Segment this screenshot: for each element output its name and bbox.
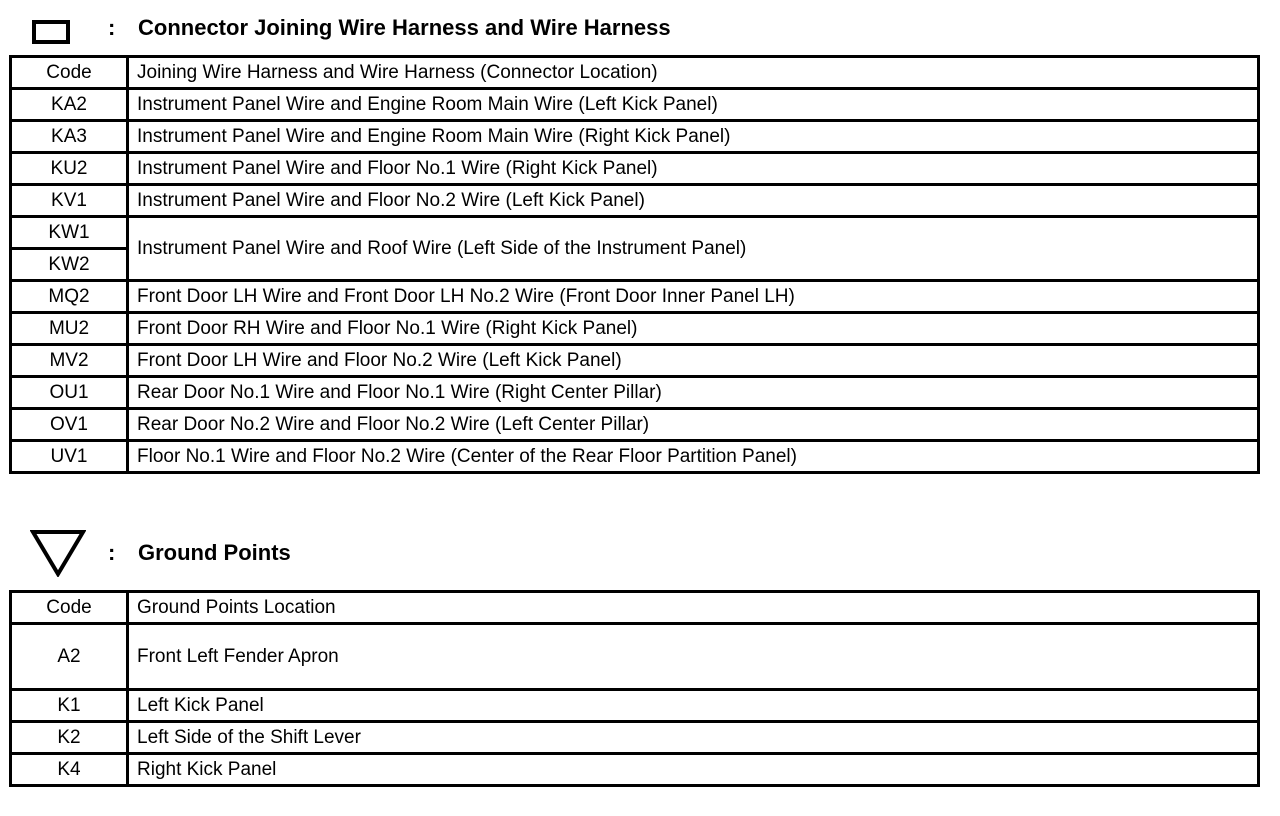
connector-code: UV1 <box>11 441 128 473</box>
ground-code: A2 <box>11 624 128 690</box>
ground-location: Left Kick Panel <box>128 690 1259 722</box>
table-row <box>11 121 1259 153</box>
connector-code: KA3 <box>11 121 128 153</box>
connector-description: Rear Door No.1 Wire and Floor No.1 Wire (Right Center Pillar) <box>128 377 1259 409</box>
table-row <box>11 722 1259 754</box>
connector-description: Instrument Panel Wire and Engine Room Main Wire (Left Kick Panel) <box>128 89 1259 121</box>
location-column-header: Ground Points Location <box>128 592 1259 624</box>
connector-description: Floor No.1 Wire and Floor No.2 Wire (Center of the Rear Floor Partition Panel) <box>128 441 1259 473</box>
table-header-row <box>11 592 1259 624</box>
description-column-header: Joining Wire Harness and Wire Harness (Connector Location) <box>128 57 1259 89</box>
code-column-header: Code <box>11 592 128 624</box>
table-row <box>11 217 1259 249</box>
connector-code: KV1 <box>11 185 128 217</box>
ground-code: K1 <box>11 690 128 722</box>
table-header-row <box>11 57 1259 89</box>
connector-code: OU1 <box>11 377 128 409</box>
connector-code: KA2 <box>11 89 128 121</box>
connector-header-colon: : <box>108 15 116 40</box>
connector-code: KW2 <box>11 249 128 281</box>
connector-description: Rear Door No.2 Wire and Floor No.2 Wire (Left Center Pillar) <box>128 409 1259 441</box>
table-row <box>11 624 1259 690</box>
connector-description: Front Door LH Wire and Front Door LH No.2 Wire (Front Door Inner Panel LH) <box>128 281 1259 313</box>
triangle-down-outline-icon <box>30 529 86 577</box>
connector-description: Instrument Panel Wire and Roof Wire (Left Side of the Instrument Panel) <box>128 217 1259 281</box>
table-row <box>11 409 1259 441</box>
ground-section-header <box>30 533 291 573</box>
ground-points-table <box>9 590 1260 787</box>
table-row <box>11 185 1259 217</box>
table-row <box>11 281 1259 313</box>
table-row <box>11 89 1259 121</box>
connector-code: OV1 <box>11 409 128 441</box>
connector-section-header <box>30 8 671 48</box>
ground-code: K2 <box>11 722 128 754</box>
ground-header-colon: : <box>108 540 116 565</box>
square-outline-icon <box>32 20 70 44</box>
ground-section-title: Ground Points <box>138 540 291 565</box>
table-row <box>11 754 1259 786</box>
table-row <box>11 441 1259 473</box>
connector-description: Front Door RH Wire and Floor No.1 Wire (Right Kick Panel) <box>128 313 1259 345</box>
connector-code: MU2 <box>11 313 128 345</box>
connector-section-title: Connector Joining Wire Harness and Wire Harness <box>138 15 671 40</box>
ground-location: Front Left Fender Apron <box>128 624 1259 690</box>
table-row <box>11 377 1259 409</box>
code-column-header: Code <box>11 57 128 89</box>
table-row <box>11 690 1259 722</box>
table-row <box>11 345 1259 377</box>
connector-table <box>9 55 1260 474</box>
connector-code: KU2 <box>11 153 128 185</box>
connector-description: Instrument Panel Wire and Floor No.1 Wire (Right Kick Panel) <box>128 153 1259 185</box>
connector-description: Front Door LH Wire and Floor No.2 Wire (Left Kick Panel) <box>128 345 1259 377</box>
table-row <box>11 153 1259 185</box>
ground-code: K4 <box>11 754 128 786</box>
connector-code: MV2 <box>11 345 128 377</box>
connector-code: MQ2 <box>11 281 128 313</box>
connector-description: Instrument Panel Wire and Engine Room Main Wire (Right Kick Panel) <box>128 121 1259 153</box>
ground-location: Right Kick Panel <box>128 754 1259 786</box>
table-row <box>11 313 1259 345</box>
ground-location: Left Side of the Shift Lever <box>128 722 1259 754</box>
connector-description: Instrument Panel Wire and Floor No.2 Wire (Left Kick Panel) <box>128 185 1259 217</box>
connector-code: KW1 <box>11 217 128 249</box>
